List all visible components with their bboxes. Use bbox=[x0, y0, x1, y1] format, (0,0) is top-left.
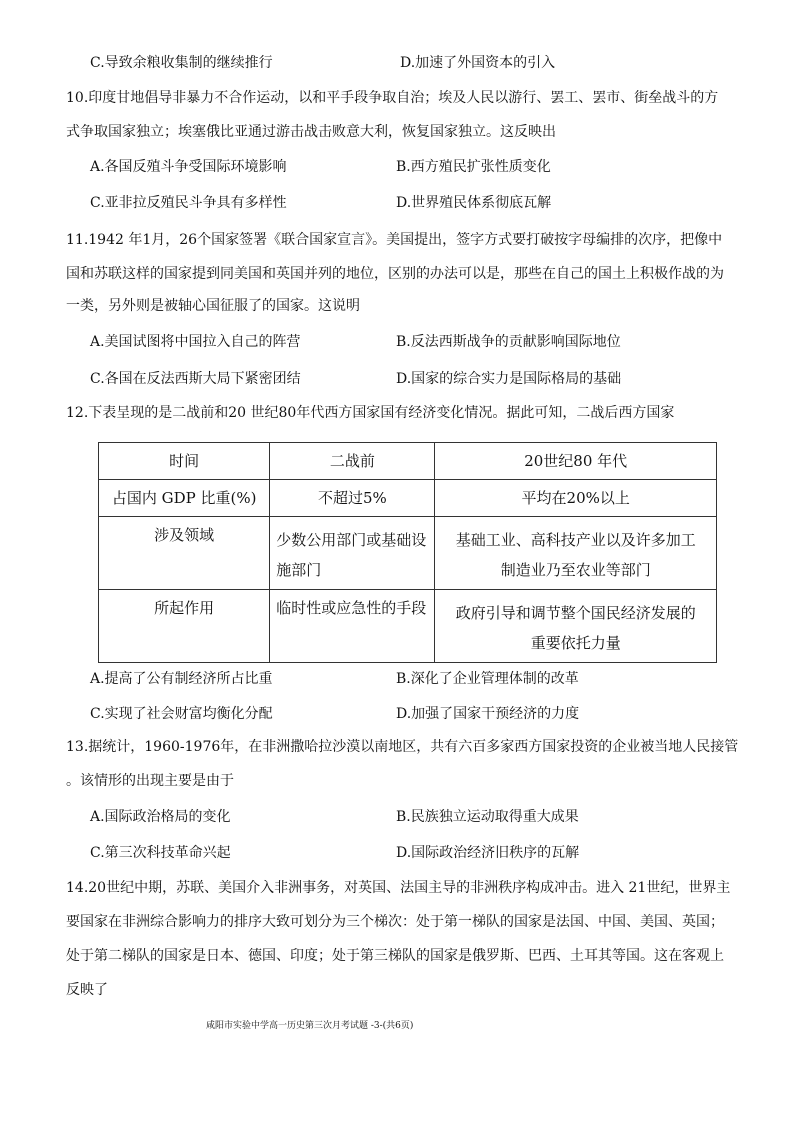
table-header-row bbox=[99, 443, 717, 480]
table-cell: 不超过5% bbox=[270, 480, 435, 517]
q11-option-a: A.美国试图将中国拉入自己的阵营 bbox=[90, 334, 301, 350]
q10-option-c: C.亚非拉反殖民斗争具有多样性 bbox=[90, 195, 287, 211]
q13-stem-line1: 13.据统计，1960-1976年，在非洲撒哈拉沙漠以南地区，共有六百多家西方国家投资的企业被当地人民接管 bbox=[66, 739, 739, 755]
q14-stem-line2: 要国家在非洲综合影响力的排序大致可划分为三个梯次：处于第一梯队的国家是法国、中国、美国、英国； bbox=[66, 914, 724, 930]
q10-option-d: D.世界殖民体系彻底瓦解 bbox=[396, 195, 552, 211]
q13-stem-line2: 。该情形的出现主要是由于 bbox=[66, 773, 234, 789]
q12-option-c: C.实现了社会财富均衡化分配 bbox=[90, 706, 273, 722]
q11-option-d: D.国家的综合实力是国际格局的基础 bbox=[396, 371, 622, 387]
q12-data-table bbox=[98, 442, 717, 663]
q11-option-b: B.反法西斯战争的贡献影响国际地位 bbox=[396, 334, 621, 350]
table-cell: 政府引导和调节整个国民经济发展的重要依托力量 bbox=[435, 590, 717, 663]
q10-stem-line1: 10.印度甘地倡导非暴力不合作运动，以和平手段争取自治；埃及人民以游行、罢工、罢市、街垒战斗的方 bbox=[66, 90, 719, 106]
q12-option-a: A.提高了公有制经济所占比重 bbox=[90, 671, 273, 687]
table-cell: 平均在20%以上 bbox=[435, 480, 717, 517]
table-cell: 所起作用 bbox=[99, 590, 270, 663]
table-cell: 20世纪80 年代 bbox=[435, 443, 717, 480]
q11-stem-line1: 11.1942 年1月，26个国家签署《联合国家宣言》。美国提出，签字方式要打破按字母编排的次序，把像中 bbox=[66, 232, 723, 248]
table-cell: 临时性或应急性的手段 bbox=[270, 590, 435, 663]
q13-option-b: B.民族独立运动取得重大成果 bbox=[396, 809, 579, 825]
q12-option-b: B.深化了企业管理体制的改革 bbox=[396, 671, 579, 687]
table-cell: 涉及领域 bbox=[99, 517, 270, 590]
q10-stem-line2: 式争取国家独立；埃塞俄比亚通过游击战击败意大利，恢复国家独立。这反映出 bbox=[66, 124, 556, 140]
table-cell: 时间 bbox=[99, 443, 270, 480]
q9-option-d: D.加速了外国资本的引入 bbox=[400, 55, 556, 71]
q10-option-a: A.各国反殖斗争受国际环境影响 bbox=[90, 159, 287, 175]
q13-option-a: A.国际政治格局的变化 bbox=[90, 809, 231, 825]
table-cell: 占国内 GDP 比重(%) bbox=[99, 480, 270, 517]
q14-stem-line3: 处于第二梯队的国家是日本、德国、印度；处于第三梯队的国家是俄罗斯、巴西、土耳其等国。这在客观上 bbox=[66, 948, 724, 964]
q11-stem-line2: 国和苏联这样的国家提到同美国和英国并列的地位，区别的办法可以是，那些在自己的国土上积极作战的为 bbox=[66, 266, 724, 282]
q14-stem-line1: 14.20世纪中期，苏联、美国介入非洲事务，对英国、法国主导的非洲秩序构成冲击。进入 21世纪，世界主 bbox=[66, 880, 731, 896]
table-row bbox=[99, 590, 717, 663]
q13-option-c: C.第三次科技革命兴起 bbox=[90, 845, 231, 861]
table-cell: 少数公用部门或基础设施部门 bbox=[270, 517, 435, 590]
table-cell: 二战前 bbox=[270, 443, 435, 480]
page-footer: 咸阳市实验中学高一历史第三次月考试题 -3-(共6页) bbox=[206, 1021, 414, 1031]
table-row bbox=[99, 480, 717, 517]
table-cell: 基础工业、高科技产业以及许多加工制造业乃至农业等部门 bbox=[435, 517, 717, 590]
q10-option-b: B.西方殖民扩张性质变化 bbox=[396, 159, 551, 175]
q11-stem-line3: 一类，另外则是被轴心国征服了的国家。这说明 bbox=[66, 298, 360, 314]
q14-stem-line4: 反映了 bbox=[66, 982, 108, 998]
q9-option-c: C.导致余粮收集制的继续推行 bbox=[90, 55, 273, 71]
q12-stem-line1: 12.下表呈现的是二战前和20 世纪80年代西方国家国有经济变化情况。据此可知，二战后西方国家 bbox=[66, 405, 675, 421]
table-row bbox=[99, 517, 717, 590]
q13-option-d: D.国际政治经济旧秩序的瓦解 bbox=[396, 845, 580, 861]
q12-option-d: D.加强了国家干预经济的力度 bbox=[396, 706, 580, 722]
q11-option-c: C.各国在反法西斯大局下紧密团结 bbox=[90, 371, 301, 387]
